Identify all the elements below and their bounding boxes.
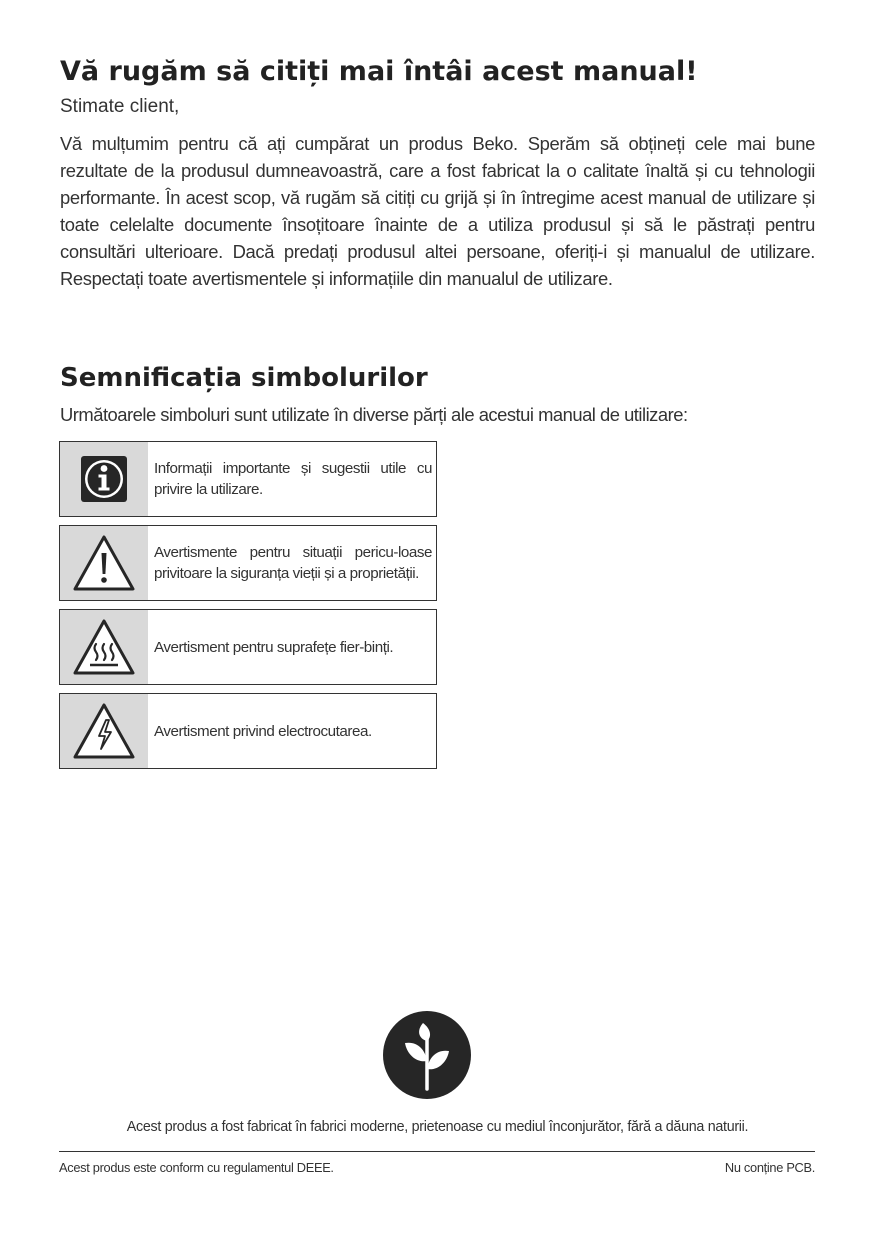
symbol-text-info: Informații importante și sugestii utile cu privire la utilizare. [154,460,432,498]
footer-divider [59,1151,815,1152]
warning-triangle-icon [60,526,148,600]
symbol-box-hot-surface [59,609,437,685]
footer-weee-note: Acest produs este conform cu regulamentul DEEE. [59,1160,334,1175]
symbol-box-warning [59,525,437,601]
main-title: Vă rugăm să citiți mai întâi acest manual! [60,56,698,87]
symbol-box-info [59,441,437,517]
symbol-text-hot-surface: Avertisment pentru suprafețe fier-binți. [154,638,394,656]
eco-statement: Acest produs a fost fabricat în fabrici moderne, prietenoase cu mediul înconjurător, fără a dăuna naturii. [126,1119,749,1135]
symbol-text-warning: Avertismente pentru situații pericu-loase privitoare la siguranța vieții și a proprietății. [154,544,432,582]
intro-paragraph: Vă mulțumim pentru că ați cumpărat un produs Beko. Sperăm să obțineți cele mai bune rezultate de la produsul dumneavoastră, care a fost fabricat la o calitate înaltă și cu tehnologii performante. În acest scop, vă rugăm să citiți cu grijă și în întregime acest manual de utilizare și toate celelalte documente însoțitoare înainte de a utiliza produsul și să le păstrați pentru consultări ulterioare. Dacă predați produsul altei persoane, oferiți-i și manualul de utilizare. Respectați toate avertismentele și informațiile din manualul de utilizare. [60,133,815,289]
leaf-icon [383,1011,471,1099]
symbol-text-electric: Avertisment privind electrocutarea. [154,722,372,740]
symbols-section-title: Semnificația simbolurilor [60,363,428,393]
symbols-intro: Următoarele simboluri sunt utilizate în diverse părți ale acestui manual de utilizare: [60,404,688,425]
symbol-box-electric [59,693,437,769]
info-icon [60,442,148,516]
hot-surface-icon [60,610,148,684]
electric-shock-icon [60,694,148,768]
salutation: Stimate client, [60,96,180,117]
footer-pcb-note: Nu conține PCB. [724,1160,815,1175]
